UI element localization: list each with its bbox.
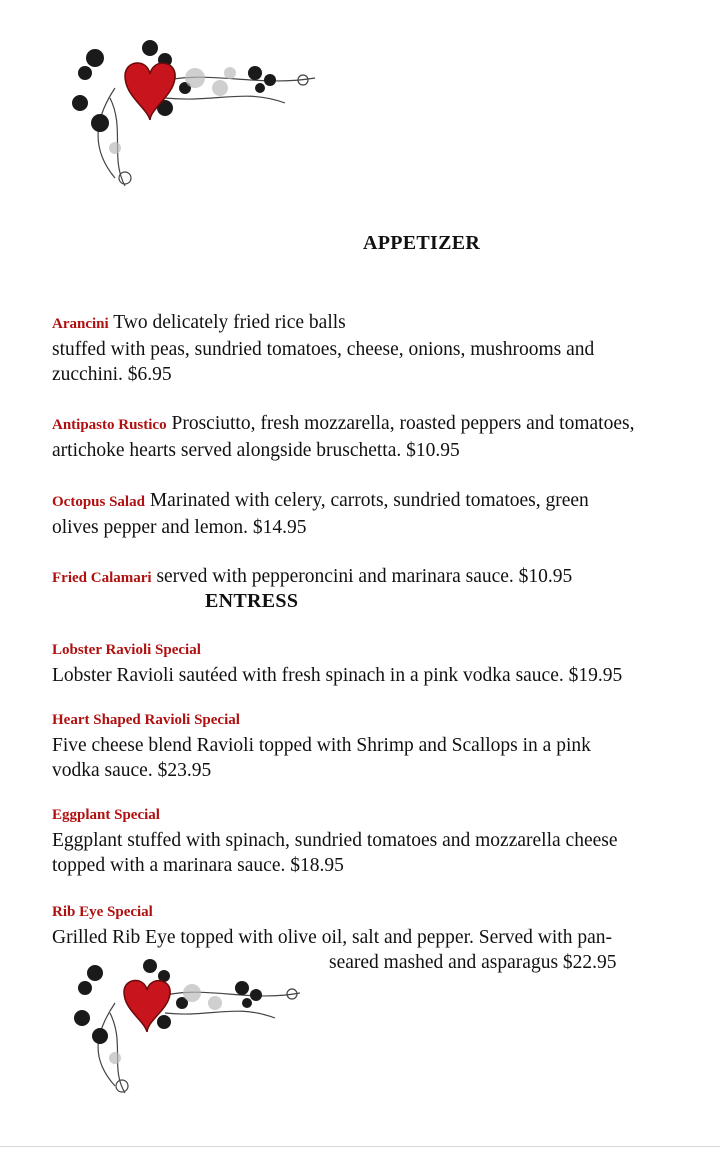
item-desc-line: Prosciutto, fresh mozzarella, roasted peppers and tomatoes,: [171, 413, 635, 434]
item-desc-line: olives pepper and lemon. $14.95: [52, 517, 307, 538]
menu-item-heart-shaped-ravioli: [52, 708, 710, 783]
item-desc-line: Grilled Rib Eye topped with olive oil, salt and pepper. Served with pan-: [52, 927, 612, 948]
menu-item-arancini: [52, 310, 710, 387]
item-desc-line: zucchini. $6.95: [52, 364, 172, 385]
menu-item-octopus-salad: [52, 488, 710, 540]
entrees-heading: ENTRESS: [205, 590, 299, 612]
item-desc-line: Eggplant stuffed with spinach, sundried tomatoes and mozzarella cheese: [52, 830, 618, 851]
item-desc-line: seared mashed and asparagus $22.95: [329, 952, 617, 973]
item-desc-line: artichoke hearts served alongside bruschetta. $10.95: [52, 440, 460, 461]
item-desc-line: Two delicately fried rice balls: [113, 312, 346, 333]
heart-flourish-ornament-bottom: [60, 948, 310, 1098]
item-desc-line: Five cheese blend Ravioli topped with Shrimp and Scallops in a pink: [52, 735, 591, 756]
item-desc-line: vodka sauce. $23.95: [52, 760, 212, 781]
menu-item-antipasto-rustico: [52, 411, 710, 463]
menu-item-eggplant: [52, 803, 710, 878]
item-name: Eggplant Special: [52, 807, 160, 823]
item-desc-line: Lobster Ravioli sautéed with fresh spinach in a pink vodka sauce. $19.95: [52, 665, 623, 686]
page-bottom-divider: [0, 1146, 720, 1147]
heart-flourish-ornament-top: [55, 28, 325, 193]
item-desc-line: stuffed with peas, sundried tomatoes, cheese, onions, mushrooms and: [52, 339, 595, 360]
appetizer-heading: APPETIZER: [363, 232, 481, 254]
item-name: Heart Shaped Ravioli Special: [52, 712, 240, 728]
menu-item-fried-calamari: [52, 564, 710, 591]
item-name: Antipasto Rustico: [52, 417, 167, 433]
item-name: Arancini: [52, 316, 109, 332]
item-desc-line: served with pepperoncini and marinara sauce. $10.95: [156, 566, 573, 587]
item-name: Lobster Ravioli Special: [52, 642, 201, 658]
menu-item-lobster-ravioli: [52, 638, 710, 688]
item-desc-line: Marinated with celery, carrots, sundried tomatoes, green: [149, 490, 589, 511]
item-desc-line: topped with a marinara sauce. $18.95: [52, 855, 344, 876]
item-name: Rib Eye Special: [52, 904, 153, 920]
item-name: Octopus Salad: [52, 494, 145, 510]
item-name: Fried Calamari: [52, 570, 152, 586]
